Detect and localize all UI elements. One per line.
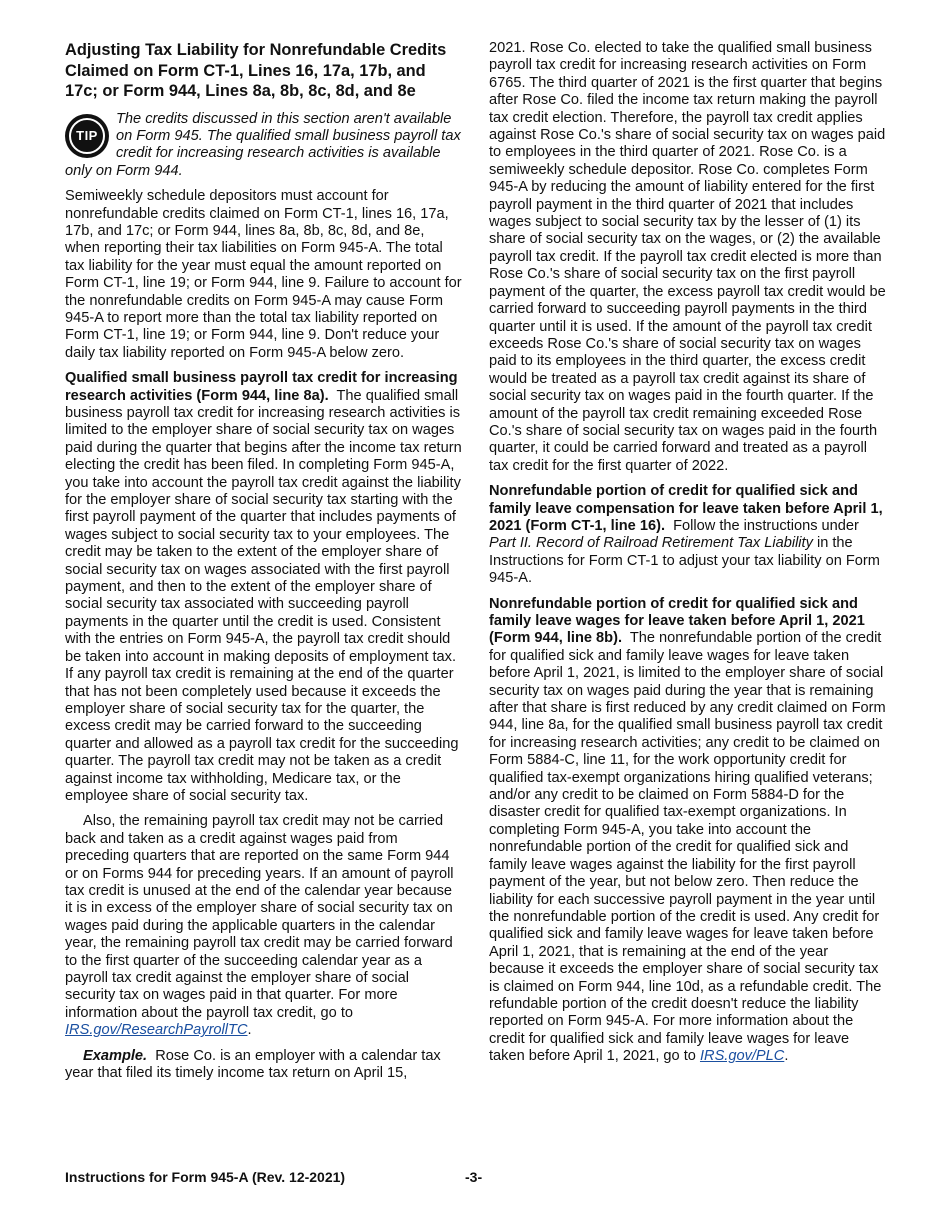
footer-form-title: Instructions for Form 945-A (Rev. 12-2021) [65,1169,346,1185]
intro-paragraph: Semiweekly schedule depositors must account for nonrefundable credits claimed on Form CT-1, lines 16, 17a, 17b, and 17c; or Form 944, lines 8a, 8b, 8c, 8d, and 8e, when reporting their tax liabilities on Form 945-A. The total tax liability for the year must equal the amount reported on Form CT-1, line 19; or Form 944, line 9. Failure to account for the nonrefundable credits on Form 945-A may cause Form 945-A to report more than the total tax liability reported on Form CT-1, line 19; or Form 944, line 9. Don't reduce your daily tax liability reported on Form 945-A below zero. [65,188,462,361]
section-heading: Adjusting Tax Liability for Nonrefundable Credits Claimed on Form CT-1, Lines 16, 17a, 17b, and 17c; or Form 944, Lines 8a, 8b, 8c, 8d, and 8e [65,41,447,100]
tip-icon: TIP [65,114,109,158]
ct1-credit-heading: Nonrefundable portion of credit for qualified sick and family leave compensation for leave taken before April 1, 2021 (Form CT-1, line 16). [489,483,883,534]
research-payroll-link[interactable]: IRS.gov/ResearchPayrollTC [65,1022,248,1039]
footer-page-number: -3- [465,1169,483,1185]
left-column [65,40,462,1090]
research-credit-heading: Qualified small business payroll tax credit for increasing research activities (Form 944, line 8a). [65,370,458,404]
example-continued-paragraph: 2021. Rose Co. elected to take the qualified small business payroll tax credit for increasing research activities on Form 6765. The third quarter of 2021 is the first quarter that begins after Rose Co. filed the income tax return making the payroll tax credit election. Therefore, the payroll tax credit applies against Rose Co.'s share of social security tax on wages paid to employees in the third quarter of 2021. Rose Co. is a semiweekly schedule depositor. Rose Co. completes Form 945-A by reducing the amount of liability entered for the first payroll payment in the third quarter of 2021 that includes wages subject to social security tax by the lesser of (1) its share of social security tax on the wages, or (2) the available payroll tax credit. If the payroll tax credit elected is more than Rose Co.'s share of social security tax on the first payroll payment of the quarter, the excess payroll tax credit would be carried forward to succeeding payroll payments in the third quarter until it is used. If the amount of the payroll tax credit exceeds Rose Co.'s share of social security tax on wages paid to its employees in the third quarter, the excess credit would be treated as a payroll tax credit against its share of social security tax on wages paid in the fourth quarter. If the amount of the payroll tax credit remaining exceeded Rose Co.'s share of social security tax on wages paid in the fourth quarter, it could be carried forward and treated as a payroll tax credit for the first quarter of 2022. [489,40,886,474]
tip-box [65,111,462,181]
research-credit-body: The qualified small business payroll tax credit for increasing research activities is limited to the employer share of social security tax on wages paid during the quarter that begins after the income tax return electing the credit has been filed. In completing Form 945-A, you take into account the payroll tax credit against the liability for the employer share of social security tax starting with the first payroll payment of the quarter that includes payments of wages subject to social security tax to your employees. The credit may be taken to the extent of the employer share of social security tax on wages associated with the first payroll payment, and then to the extent of the employer share of social security tax associated with succeeding payroll payments in the quarter until the credit is used. Consistent with the entries on Form 945-A, the payroll tax credit should be taken into account in making deposits of employment tax. If any payroll tax credit is remaining at the end of the quarter that has not been completely used because it exceeds the employer share of social security tax for the quarter, the excess credit may be carried forward to the succeeding quarter and allowed as a payroll tax credit for the succeeding quarter. The payroll tax credit may not be taken as a credit against income tax withholding, Medicare tax, or the employee share of social security tax. [65,387,462,804]
ct1-part-reference: Part II. Record of Railroad Retirement Tax Liability [489,535,813,552]
carryforward-paragraph: Also, the remaining payroll tax credit may not be carried back and taken as a credit against wages paid from preceding quarters that are reported on the same Form 944 or on Forms 944 for preceding years. If an amount of payroll tax credit is unused at the end of the calendar year because it is in excess of the employer share of social security tax on wages paid during the applicable quarters in the calendar year, the remaining payroll tax credit may be carried forward to the first quarter of the succeeding calendar year as a payroll tax credit against the employer share of social security tax on wages paid in that quarter. For more information about the payroll tax credit, go to IRS.gov/ResearchPayrollTC. [65,813,454,1039]
sick-leave-paragraph: Nonrefundable portion of credit for qualified sick and family leave wages for leave taken before April 1, 2021 (Form 944, line 8b). The nonrefundable portion of the credit for qualified sick and family leave wages for leave taken before April 1, 2021, is limited to the employer share of social security tax on wages paid during the year that is remaining after that share is first reduced by any credit claimed on Form 944, line 8a, for the qualified small business payroll tax credit for increasing research activities; any credit to be claimed on Form 5884-C, line 11, for the work opportunity credit for qualified tax-exempt organizations hiring qualified veterans; and/or any credit to be claimed on Form 5884-D for the disaster credit for qualified tax-exempt organizations. In completing Form 945-A, you take into account the nonrefundable portion of the credit for qualified sick and family leave wages against the liability for the first payroll payment of the year, but not below zero. Then reduce the liability for each successive payroll payment in the year until the nonrefundable portion of the credit is used. Any credit for qualified sick and family leave wages for leave taken before April 1, 2021, that is remaining at the end of the year because it exceeds the employer share of social security tax is claimed on Form 944, line 10d, as a refundable credit. The refundable portion of the credit doesn't reduce the liability reported on Form 945-A. For more information about the credit for qualified sick and family leave wages for leave taken before April 1, 2021, go to IRS.gov/PLC. [489,595,886,1065]
ct1-credit-paragraph: Nonrefundable portion of credit for qualified sick and family leave compensation for leave taken before April 1, 2021 (Form CT-1, line 16). Follow the instructions under Part II. Record of Railroad Retirement Tax Liability in the Instructions for Form CT-1 to adjust your tax liability on Form 945-A. [489,483,883,587]
sick-leave-heading: Nonrefundable portion of credit for qualified sick and family leave wages for leave taken before April 1, 2021 (Form 944, line 8b). [489,595,865,647]
example-paragraph: Example. Rose Co. is an employer with a calendar tax year that filed its timely income tax return on April 15, [65,1047,441,1082]
tip-text: The credits discussed in this section aren't available on Form 945. The qualified small business payroll tax credit for increasing research activities is available only on Form 944. [65,110,461,179]
research-credit-paragraph [65,370,462,805]
example-label: Example. [83,1047,148,1064]
right-column [489,40,887,1074]
plc-link[interactable]: IRS.gov/PLC [699,1048,785,1065]
